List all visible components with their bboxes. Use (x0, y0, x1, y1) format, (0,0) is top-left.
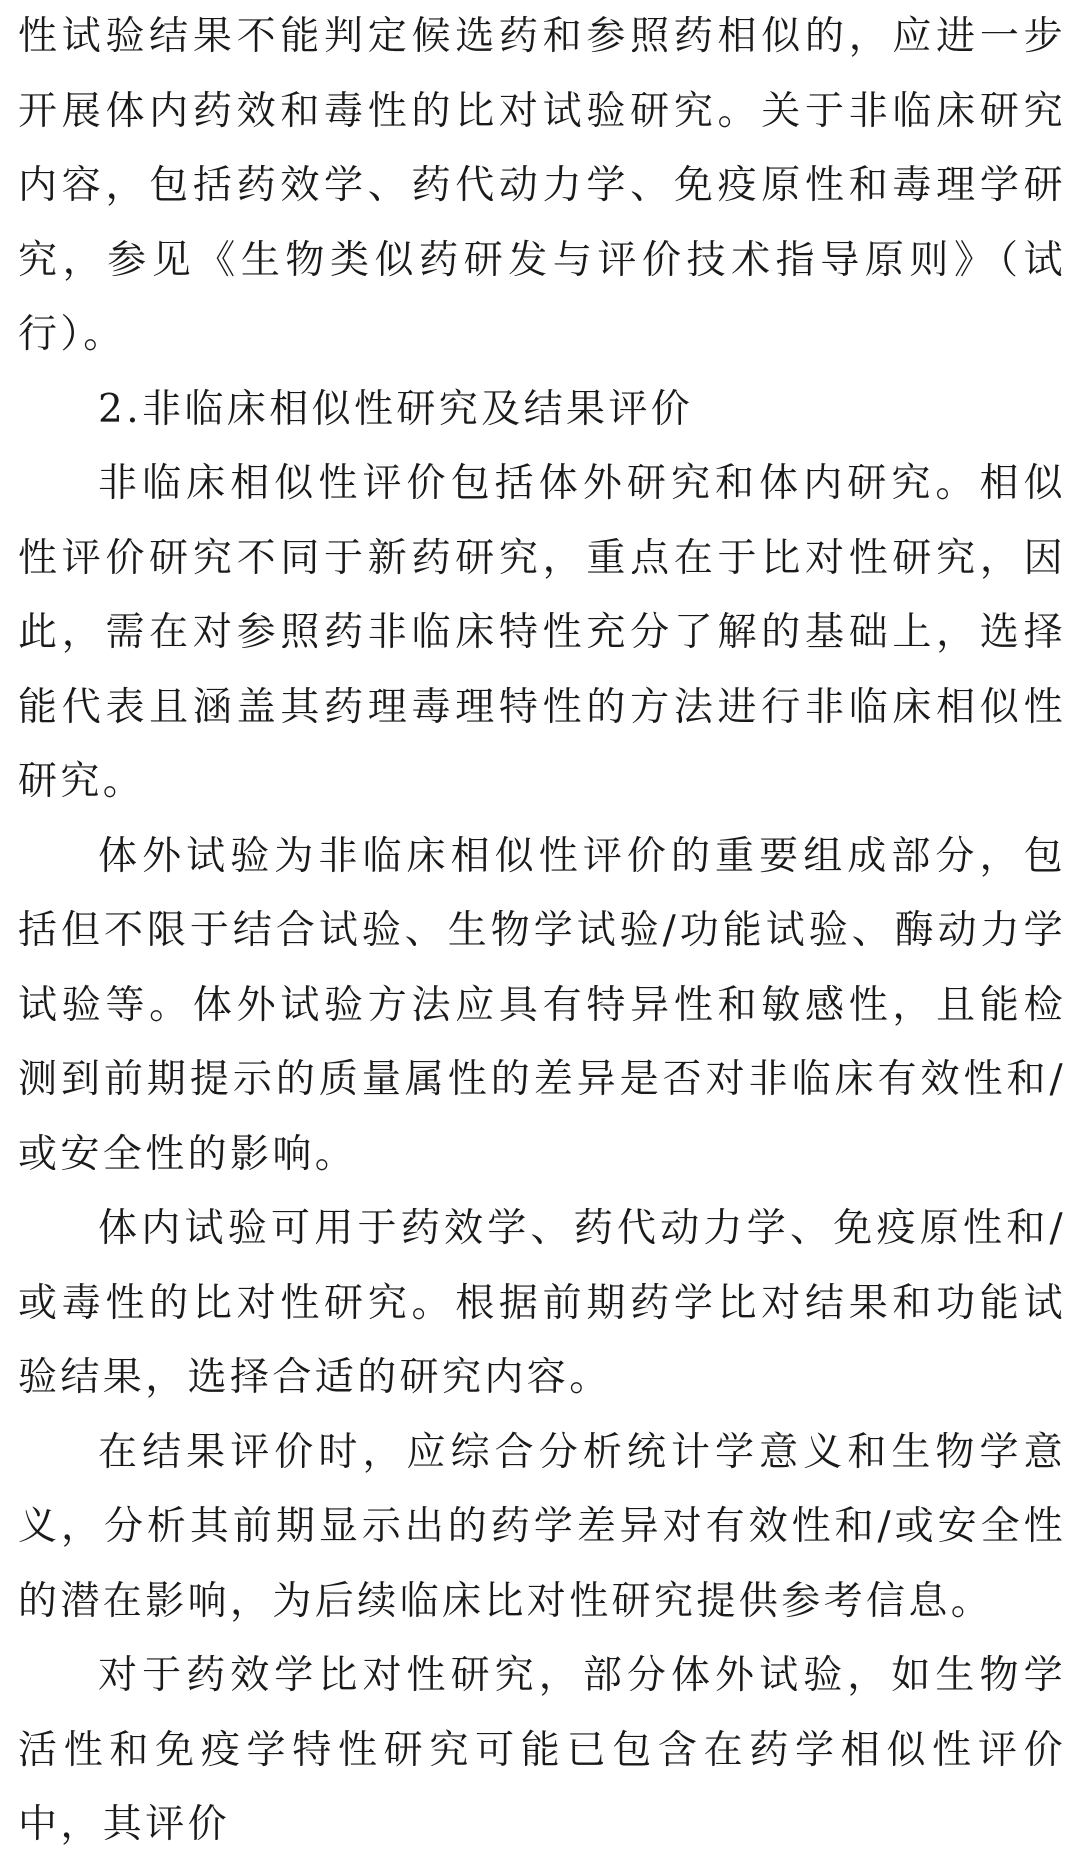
document-page (18, 0, 1066, 1863)
section-heading: 2.非临床相似性研究及结果评价 (98, 386, 694, 432)
paragraph-in-vivo: 体内试验可用于药效学、药代动力学、免疫原性和/或毒性的比对性研究。根据前期药学比对结果和功能试验结果，选择合适的研究内容。 (18, 1206, 1066, 1400)
paragraph-in-vitro: 体外试验为非临床相似性评价的重要组成部分，包括但不限于结合试验、生物学试验/功能试验、酶动力学试验等。体外试验方法应具有特异性和敏感性，且能检测到前期提示的质量属性的差异是否对非临床有效性和/或安全性的影响。 (18, 833, 1066, 1177)
paragraph-evaluation: 在结果评价时，应综合分析统计学意义和生物学意义，分析其前期显示出的药学差异对有效性和/或安全性的潜在影响，为后续临床比对性研究提供参考信息。 (18, 1429, 1066, 1624)
paragraph-continuation: 性试验结果不能判定候选药和参照药相似的，应进一步开展体内药效和毒性的比对试验研究。关于非临床研究内容，包括药效学、药代动力学、免疫原性和毒理学研究，参见《生物类似药研发与评价技术指导原则》（试行）。 (18, 14, 1066, 357)
paragraph-pharmacodynamics: 对于药效学比对性研究，部分体外试验，如生物学活性和免疫学特性研究可能已包含在药学相似性评价中，其评价 (18, 1653, 1066, 1847)
paragraph-overview: 非临床相似性评价包括体外研究和体内研究。相似性评价研究不同于新药研究，重点在于比对性研究，因此，需在对参照药非临床特性充分了解的基础上，选择能代表且涵盖其药理毒理特性的方法进行非临床相似性研究。 (18, 461, 1066, 804)
